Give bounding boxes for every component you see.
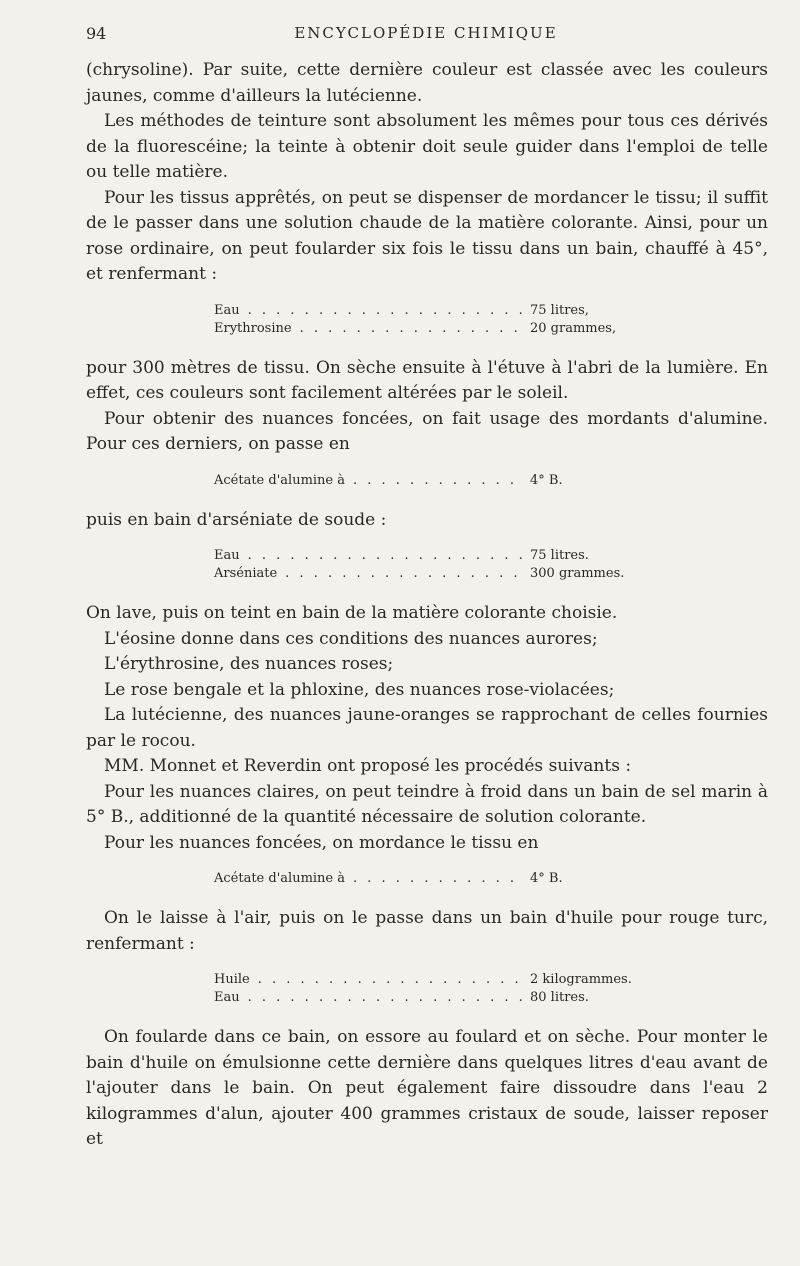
paragraph: Pour obtenir des nuances foncées, on fait usage des mordants d'alumine. Pour ces derniers, on passe en (86, 408, 768, 454)
body-text (86, 58, 768, 1153)
recipe-quantity: 20 grammes, (530, 320, 617, 336)
recipe-ingredient: Eau (214, 548, 240, 563)
recipe-row (214, 989, 634, 1007)
recipe-ingredient: Eau (214, 302, 240, 318)
page-header (86, 24, 766, 48)
recipe-quantity: 300 grammes. (530, 566, 625, 581)
recipe-ingredient: Arséniate (214, 566, 278, 581)
recipe-table (214, 547, 634, 583)
page-number: 94 (86, 24, 107, 43)
recipe-quantity: 4° B. (530, 871, 563, 886)
recipe-row (214, 320, 634, 338)
recipe-ingredient: Huile (214, 972, 250, 987)
paragraph: On foularde dans ce bain, on essore au foulard et on sèche. Pour monter le bain d'huile on émulsionne cette dernière dans quelques litres d'eau avant de l'ajouter dans le bain. On peut également faire dissoudre dans l'eau 2 kilogrammes d'alun, ajouter 400 grammes cristaux de soude, laisser reposer et (86, 1027, 768, 1149)
recipe-row (214, 547, 634, 565)
recipe-table (214, 971, 634, 1007)
dot-leader (248, 989, 522, 1007)
recipe-table (214, 870, 634, 888)
paragraph: L'éosine donne dans ces conditions des nuances aurores; (104, 628, 598, 649)
paragraph: Le rose bengale et la phloxine, des nuances rose-violacées; (104, 679, 615, 700)
paragraph: puis en bain d'arséniate de soude : (86, 509, 387, 530)
recipe-row (214, 971, 634, 989)
dot-leader (353, 472, 522, 490)
recipe-quantity: 4° B. (530, 472, 563, 488)
recipe-ingredient: Acétate d'alumine à (214, 871, 345, 886)
paragraph: MM. Monnet et Reverdin ont proposé les procédés suivants : (104, 756, 632, 776)
recipe-ingredient: Erythrosine (214, 320, 292, 336)
recipe-row (214, 870, 634, 888)
recipe-table (214, 302, 634, 338)
paragraph: pour 300 mètres de tissu. On sèche ensuite à l'étuve à l'abri de la lumière. En effet, ces couleurs sont facilement altérées par le soleil. (86, 357, 768, 403)
paragraph: La lutécienne, des nuances jaune-oranges se rapprochant de celles fournies par le rocou. (86, 705, 768, 751)
paragraph: On lave, puis on teint en bain de la matière colorante choisie. (86, 603, 618, 623)
recipe-row (214, 472, 634, 490)
paragraph: Pour les nuances claires, on peut teindre à froid dans un bain de sel marin à 5° B., additionné de la quantité nécessaire de solution colorante. (86, 781, 768, 827)
recipe-quantity: 75 litres. (530, 548, 589, 563)
paragraph: Pour les nuances foncées, on mordance le tissu en (104, 832, 539, 853)
paragraph: On le laisse à l'air, puis on le passe dans un bain d'huile pour rouge turc, renfermant : (86, 908, 768, 954)
paragraph: Les méthodes de teinture sont absolument les mêmes pour tous ces dérivés de la fluorescéine; la teinte à obtenir doit seule guider dans l'emploi de telle ou telle matière. (86, 111, 768, 182)
recipe-ingredient: Acétate d'alumine à (214, 472, 345, 488)
recipe-row (214, 565, 634, 583)
paragraph: Pour les tissus apprêtés, on peut se dispenser de mordancer le tissu; il suffit de le passer dans une solution chaude de la matière colorante. Ainsi, pour un rose ordinaire, on peut foularder six fois le tissu dans un bain, chauffé à 45°, et renfermant : (86, 187, 768, 284)
dot-leader (353, 870, 522, 888)
dot-leader (248, 302, 522, 320)
recipe-ingredient: Eau (214, 990, 240, 1005)
paragraph: (chrysoline). Par suite, cette dernière couleur est classée avec les couleurs jaunes, comme d'ailleurs la lutécienne. (86, 60, 768, 106)
recipe-row (214, 302, 634, 320)
dot-leader (300, 320, 522, 338)
recipe-quantity: 2 kilogrammes. (530, 972, 632, 987)
running-title: ENCYCLOPÉDIE CHIMIQUE (294, 24, 558, 42)
dot-leader (285, 565, 522, 583)
recipe-quantity: 80 litres. (530, 990, 589, 1005)
dot-leader (258, 971, 522, 989)
paragraph: L'érythrosine, des nuances roses; (104, 654, 394, 674)
recipe-table (214, 472, 634, 490)
recipe-quantity: 75 litres, (530, 302, 589, 318)
dot-leader (248, 547, 522, 565)
